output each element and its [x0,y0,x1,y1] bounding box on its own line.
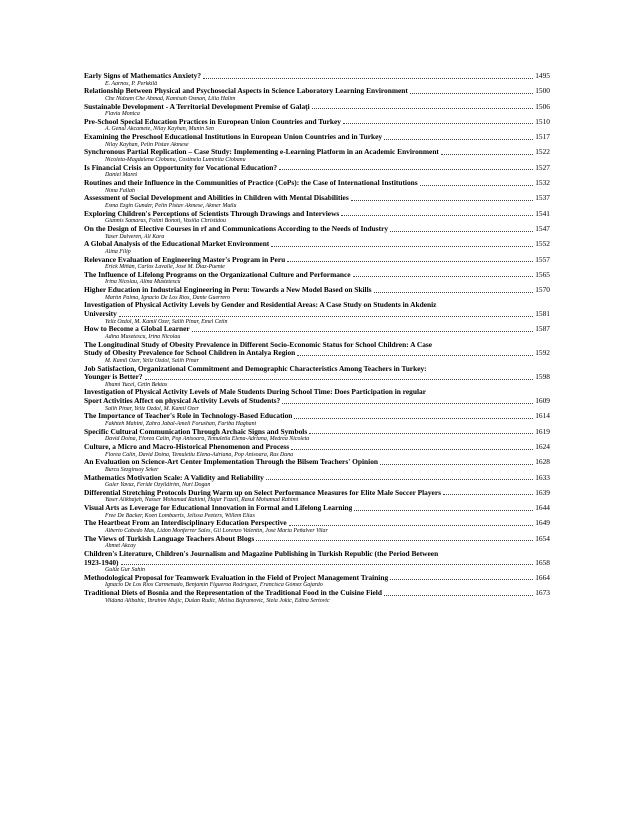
toc-entry-title-row [84,443,550,452]
toc-entry-page-number: 1510 [535,116,550,126]
toc-entry-title: Visual Arts as Leverage for Educational Innovation in Formal and Lifelong Learning [84,504,353,513]
toc-entry-title: Pre-School Special Education Practices in European Union Countries and Turkey [84,117,341,126]
toc-entry-title: Traditional Diets of Bosnia and the Representation of the Traditional Food in the Cuisine Field [84,589,382,598]
toc-entry-authors: Fakhteh Mahini, Zahra Jabal-Ameli Forushan, Fariba Haghani [105,420,257,427]
dot-leader [294,418,533,419]
toc-entry[interactable] [84,240,550,255]
toc-entry-authors: Ahmet Akcay [105,543,136,550]
toc-entry-title: Sport Activities Affect on physical Activity Levels of Students? [84,397,281,406]
toc-entry-title-row [84,489,550,498]
toc-entry-authors: Adina Musetescu, Irina Nicolau [105,333,181,340]
table-of-contents [84,72,550,604]
dot-leader [309,433,533,434]
toc-entry[interactable] [84,179,550,194]
toc-entry-title: Assessment of Social Development and Abilities in Children with Mental Disabilities [84,194,349,203]
toc-entry[interactable] [84,271,550,286]
toc-entry-title: Sustainable Development - A Territorial Development Premise of Galaţi [84,102,310,111]
toc-entry-title-row [84,148,550,157]
toc-entry-authors: A. Genul Akcamete, Nilay Kayhan, Munin Sen [105,126,215,133]
toc-entry-authors: Ilhami Yucel, Cetin Bektas [105,381,168,388]
dot-leader [297,355,533,356]
toc-entry-title: A Global Analysis of the Educational Market Environment [84,240,270,249]
toc-entry[interactable] [84,489,550,504]
toc-entry-title-row [84,179,550,188]
toc-entry-title: University [84,310,117,319]
dot-leader [203,78,533,79]
toc-entry-title: Methodological Proposal for Teamwork Evaluation in the Field of Project Management Training [84,573,389,582]
toc-entry-authors: Burcu Sezginsoy Seker [105,466,159,473]
toc-entry-title-line: Children's Literature, Children's Journalism and Magazine Publishing in Turkish Republic (the Period Between [84,548,439,558]
toc-entry-title: Exploring Children's Perceptions of Scientists Through Drawings and Interviews [84,209,340,218]
toc-entry[interactable] [84,103,550,118]
toc-entry-authors: Giannis Samaras, Fotini Bonoti, Vasilia Christidou [105,218,226,225]
toc-entry[interactable] [84,412,550,427]
dot-leader [354,510,533,511]
toc-entry-authors: Che Nidzam Che Ahmad, Kamisah Osman, Lilia Halim [105,95,236,102]
toc-entry-page-number: 1614 [535,411,550,421]
toc-entry-title-row [84,286,550,295]
toc-entry-page-number: 1541 [535,208,550,218]
toc-entry[interactable] [84,133,550,148]
toc-entry[interactable] [84,535,550,550]
toc-entry-title-row [84,194,550,203]
toc-entry-page-number: 1532 [535,178,550,188]
dot-leader [266,479,533,480]
toc-entry-title-row [84,240,550,249]
toc-entry-title-line: Investigation of Physical Activity Levels of Male Students During School Time: Does Participation in regular [84,387,427,397]
toc-entry-title: Younger is Better? [84,373,143,382]
toc-entry-title-row [84,133,550,142]
toc-entry-title: Higher Education in Industrial Engineering in Peru: Towards a New Model Based on Skills [84,286,372,295]
dot-leader [145,379,534,380]
toc-entry-authors: Yeliz Ozdol, M. Kamil Ozer, Salih Pinar, Emel Cetin [105,318,228,325]
toc-entry-authors: Yaser Dalveren, Ali Kara [105,233,165,240]
toc-entry[interactable] [84,210,550,225]
toc-entry-title-line: Investigation of Physical Activity Levels by Gender and Residential Areas: A Case Study on Students in Akdeniz [84,300,437,310]
toc-entry-page-number: 1633 [535,472,550,482]
toc-entry-authors: Free De Backer, Koen Lombaerts, Jelissa Peeters, Willem Elias [105,512,255,519]
toc-entry[interactable] [84,194,550,209]
toc-entry-title-row [84,256,550,265]
dot-leader [353,276,534,277]
toc-entry-title: The Influence of Lifelong Programs on the Organizational Culture and Performance [84,270,351,279]
toc-entry[interactable] [84,550,550,574]
toc-entry-page-number: 1547 [535,223,550,233]
toc-entry[interactable] [84,458,550,473]
dot-leader [289,525,534,526]
toc-entry-title: Specific Cultural Communication Through Archaic Signs and Symbols [84,427,308,436]
dot-leader [410,93,533,94]
toc-entry-authors: Ignacio De Los Ríos Carmenado, Benjamín Figueroa Rodríguez, Francisca Gómez Gajardo [105,582,323,589]
toc-entry-authors: Yaser Alikhajeh, Nasser Mohamad Rahimi, Hajar Fazeli, Rasul Mohamad Rahimi [105,497,299,504]
toc-entry-page-number: 1664 [535,572,550,582]
toc-entry-authors: Alina Filip [105,248,131,255]
toc-entry-page-number: 1527 [535,162,550,172]
toc-entry-title-row [84,535,550,544]
toc-entry-authors: Florea Calin, David Doina, Temuletiu Elena-Adriana, Pop Anisoara, Rus Dana [105,451,294,458]
toc-entry-page-number: 1517 [535,132,550,142]
toc-entry-title: The Importance of Teacher's Role in Technology-Based Education [84,412,293,421]
toc-entry-title-line: Job Satisfaction, Organizational Commitment and Demographic Characteristics Among Teachers in Turkey: [84,363,427,373]
toc-entry-title-row [84,210,550,219]
toc-entry-title: Is Financial Crisis an Opportunity for Vocational Education? [84,163,278,172]
toc-entry[interactable] [84,388,550,412]
toc-entry-title-row [84,458,550,467]
toc-entry-page-number: 1598 [535,372,550,382]
toc-entry-title-row [84,271,550,280]
toc-entry-title: Study of Obesity Prevalence for School Children in Antalya Region [84,349,296,358]
toc-entry-title-row [84,474,550,483]
toc-entry-page-number: 1557 [535,254,550,264]
toc-entry-title: The Heartbeat From an Interdisciplinary Education Perspective [84,519,287,528]
dot-leader [390,579,533,580]
toc-entry-authors: Salih Pinar, Yeliz Ozdol, M. Kamil Ozer [105,405,199,412]
toc-entry-page-number: 1587 [535,324,550,334]
dot-leader [384,595,533,596]
toc-entry-page-number: 1654 [535,533,550,543]
dot-leader [351,200,534,201]
toc-entry[interactable] [84,225,550,240]
toc-entry[interactable] [84,256,550,271]
toc-entry-authors: E. Aarnos, P. Perkkilä [105,80,158,87]
toc-entry-title-row [84,373,550,382]
toc-entry-authors: Daniel Mareš [105,172,138,179]
toc-entry-title-line: The Longitudinal Study of Obesity Prevalence in Different Socio-Economic Status for School Children: A Case [84,339,433,349]
toc-entry-title: Synchronous Partial Replication – Case Study: Implementing e-Learning Platform in an Academic Environment [84,148,439,157]
toc-entry-page-number: 1552 [535,239,550,249]
toc-entry-authors: Erick Miñán, Carlos Lavalle, José M. Díaz-Puente [105,264,225,271]
toc-entry-title: Mathematics Motivation Scale: A Validity and Reliability [84,473,264,482]
toc-entry-title-row [84,559,550,568]
dot-leader [380,464,533,465]
toc-entry-authors: M. Kamil Ozer, Yeliz Ozdol, Salih Pinar [105,357,199,364]
toc-entry-page-number: 1658 [535,557,550,567]
dot-leader [256,540,533,541]
toc-entry-title-row [84,519,550,528]
toc-entry[interactable] [84,164,550,179]
dot-leader [341,215,533,216]
toc-entry-title-row [84,103,550,112]
dot-leader [279,169,533,170]
toc-entry-title-row [84,164,550,173]
toc-entry-page-number: 1592 [535,348,550,358]
toc-entry-title: Early Signs of Mathematics Anxiety? [84,72,202,80]
dot-leader [192,331,534,332]
toc-entry-title-row [84,412,550,421]
toc-entry[interactable] [84,301,550,325]
toc-entry-authors: Flaviu Monica [105,111,140,118]
toc-entry-title-row [84,325,550,334]
toc-entry[interactable] [84,365,550,389]
dot-leader [287,261,533,262]
toc-entry-page-number: 1644 [535,503,550,513]
toc-entry-authors: Esma Ezgin Gunder, Pelin Pistav Akmese, Akmer Mutlu [105,202,237,209]
toc-entry-authors: Guler Yavuz, Feride Ozyildirim, Nuri Dogan [105,482,211,489]
toc-entry-title: Relationship Between Physical and Psychosocial Aspects in Science Laboratory Learning Environment [84,87,408,96]
toc-entry-title-row [84,428,550,437]
toc-entry-page-number: 1570 [535,285,550,295]
toc-entry-page-number: 1673 [535,588,550,598]
dot-leader [312,108,534,109]
dot-leader [291,449,533,450]
toc-entry-title: Culture, a Micro and Macro-Historical Phenomenon and Process [84,442,290,451]
toc-entry-authors: Irina Nicolau, Alina Mustetescu [105,279,181,286]
toc-entry-authors: Nilay Kayhan, Pelin Pistav Akmese [105,141,189,148]
toc-entry-page-number: 1537 [535,193,550,203]
toc-entry-title-row [84,118,550,127]
toc-entry-authors: Nicoleta-Magdalena Ciobanu, Costinela Luminita Ciobanu [105,157,246,164]
toc-entry-authors: David Doina, Florea Calin, Pop Anisoara, Temuletiu Elena-Adriana, Medrea Nicoleta [105,436,310,443]
toc-entry-title: Routines and their Influence in the Communities of Practice (CoPs): the Case of International Institutions [84,179,418,188]
toc-entry-title-row [84,574,550,583]
toc-entry-page-number: 1624 [535,441,550,451]
toc-entry[interactable] [84,574,550,589]
dot-leader [343,123,533,124]
toc-entry[interactable] [84,428,550,443]
toc-entry-page-number: 1639 [535,487,550,497]
toc-entry-page-number: 1581 [535,309,550,319]
dot-leader [390,231,533,232]
toc-entry-title: The Views of Turkish Language Teachers About Blogs [84,534,255,543]
dot-leader [441,154,533,155]
toc-entry[interactable] [84,118,550,133]
toc-entry[interactable] [84,474,550,489]
toc-entry-page-number: 1609 [535,396,550,406]
toc-entry[interactable] [84,72,550,87]
toc-entry-title: Differential Stretching Protocols During Warm up on Select Performance Measures for Elite Male Soccer Players [84,488,441,497]
dot-leader [121,564,534,565]
dot-leader [384,139,533,140]
toc-entry-page-number: 1628 [535,457,550,467]
toc-entry-title: Relevance Evaluation of Engineering Master's Program in Peru [84,255,286,264]
toc-entry[interactable] [84,286,550,301]
toc-entry[interactable] [84,519,550,534]
toc-entry-title: Examining the Preschool Educational Institutions in European Union Countries and in Turkey [84,133,383,142]
toc-entry-title-row [84,397,550,406]
toc-entry-title-row [84,589,550,598]
toc-entry-title: How to Become a Global Learner [84,325,190,334]
dot-leader [271,246,533,247]
toc-entry-title: An Evaluation on Science-Art Center Implementation Through the Bilsem Teachers' Opinion [84,458,378,467]
toc-entry-page-number: 1500 [535,86,550,96]
dot-leader [420,185,534,186]
toc-entry[interactable] [84,325,550,340]
toc-entry-title-row [84,72,550,81]
toc-entry-title-row [84,87,550,96]
toc-entry-title: On the Design of Elective Courses in rf and Communications According to the Needs of Industry [84,224,389,233]
toc-entry-page-number: 1522 [535,147,550,157]
toc-entry-page-number: 1619 [535,426,550,436]
toc-entry-authors: Gulüz Gur Sahin [105,567,145,574]
toc-entry-authors: Alberto Cabedo Mas, Lidón Monferrer Sales, Gil Lorenzo Valentín, José María Peñalver Vilar [105,527,328,534]
toc-entry-authors: Martín Palma, Ignacio De Los Ríos, Dante Guerrero [105,294,231,301]
toc-entry-title-row [84,225,550,234]
toc-entry-title: 1923-1940) [84,558,119,567]
dot-leader [119,316,533,317]
toc-entry-page-number: 1649 [535,518,550,528]
toc-entry-title-row [84,504,550,513]
toc-entry-page-number: 1495 [535,71,550,80]
dot-leader [282,403,533,404]
toc-entry-authors: Vildana Alibabic, Ibrahim Mujic, Dušan Rudic, Melisa Bajramovic, Stela Jokic, Edina Šertovic [105,597,330,604]
toc-entry[interactable] [84,148,550,163]
toc-entry[interactable] [84,589,550,604]
toc-entry-authors: Nima Fallah [105,187,135,194]
toc-entry[interactable] [84,341,550,365]
toc-entry[interactable] [84,443,550,458]
toc-entry[interactable] [84,504,550,519]
toc-entry-page-number: 1565 [535,269,550,279]
toc-entry[interactable] [84,87,550,102]
toc-entry-title-row [84,349,550,358]
dot-leader [374,292,534,293]
toc-entry-page-number: 1506 [535,101,550,111]
toc-entry-title-row [84,310,550,319]
dot-leader [443,494,533,495]
